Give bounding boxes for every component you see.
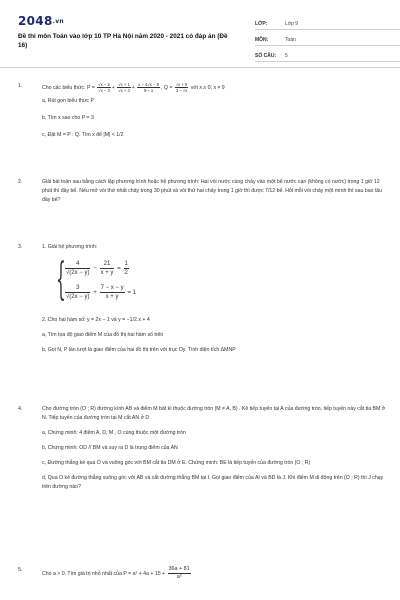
q3-part-b: b, Gọi N, P lần lượt là giao điểm của hai đồ thị trên với trục Oy. Tính diện tích ΔMNP <box>42 347 236 353</box>
fraction <box>100 284 125 301</box>
divider <box>0 67 400 68</box>
denominator: x + y <box>100 270 114 276</box>
question-number: 4. <box>18 406 23 412</box>
fraction <box>65 260 90 277</box>
question-5 <box>18 566 386 581</box>
operator: = 1 <box>127 289 137 297</box>
denominator: 3 − √x <box>175 88 188 93</box>
denominator: √(2x − y) <box>66 270 90 276</box>
meta-table <box>255 14 400 62</box>
q5-lead: Cho a > 0. Tìm giá trị nhỏ nhất của P = a² + 4a + 15 + <box>42 570 166 577</box>
page-title: Đề thi môn Toán vào lớp 10 TP Hà Nội năm 2020 - 2021 có đáp án (Đề 16) <box>18 33 228 49</box>
question-number: 5. <box>18 567 23 573</box>
numerator: √x + 1 <box>118 82 130 87</box>
equation-1 <box>64 260 130 277</box>
denominator: x + y <box>105 294 119 300</box>
q1-part-b: b, Tìm x sao cho P = 3 <box>42 115 94 121</box>
q1-q-label: , Q = <box>160 84 173 91</box>
q4-text: Cho đường tròn (O ; R) đường kính AB và điểm M bất kì thuộc đường tròn (M ≠ A, B) . Kẻ tiếp tuyến tại A của đường tròn, tiếp tuyến này cắt tia BM ở N. Tiếp tuyến của đường tròn tại M cắt AN ở D <box>42 406 386 421</box>
fraction <box>168 566 191 581</box>
numerator: √x + 5 <box>175 82 188 87</box>
numerator: √x − 2 <box>98 82 110 87</box>
meta-value: 5 <box>285 53 288 59</box>
numerator: 36a + 81 <box>168 566 190 572</box>
denominator: √x − 3 <box>98 88 110 93</box>
operator: = <box>117 265 121 273</box>
fraction <box>124 260 129 277</box>
question-1 <box>18 82 386 140</box>
numerator: 1 <box>124 261 128 267</box>
question-number: 2. <box>18 179 23 185</box>
q1-lead: Cho các biểu thức: P = <box>42 84 95 91</box>
q4-part-a: a, Chứng minh: 4 điểm A, D, M , O cùng thuộc một đường tròn <box>42 430 186 436</box>
meta-row-count <box>255 46 400 62</box>
meta-row-class <box>255 14 400 30</box>
fraction <box>65 284 90 301</box>
fraction <box>97 82 111 93</box>
question-number: 1. <box>18 83 23 89</box>
meta-row-subject <box>255 30 400 46</box>
meta-key: MÔN: <box>255 37 269 43</box>
numerator: 7 − x − y <box>100 285 124 291</box>
q3-part-1: 1. Giải hệ phương trình: <box>42 244 98 250</box>
q3-part-a: a, Tìm tọa độ giao điểm M của đồ thị hai hàm số trên <box>42 332 164 338</box>
numerator: 21 <box>100 260 115 269</box>
numerator: x − 4√x − 9 <box>138 82 159 87</box>
equation-system <box>56 256 386 306</box>
question-3 <box>18 243 386 355</box>
denominator: √x + 3 <box>118 88 130 93</box>
fraction <box>100 260 115 277</box>
question-2 <box>18 178 386 205</box>
left-brace-icon: { <box>56 254 66 305</box>
numerator: 3 <box>65 284 90 293</box>
operator: + <box>93 289 97 297</box>
q1-expression: Cho các biểu thức: P = $\frac{√x - 2}{√x - 3}$ + $\frac{√x + 1}{√x + 3}$ + $\frac{x - 4√x - 9}{9 - x}$ , Q = $\frac{√x + 5}{3 - √x}$ với x ≥ 0; x ≠ 9 <box>42 82 225 93</box>
logo-suffix: .vn <box>52 18 64 25</box>
q1-part-c: c, Đặt M = P : Q. Tìm x để |M| < 1/2 <box>42 132 124 138</box>
q3-part-2: 2. Cho hai hàm số: y = 2x − 1 và y = −1/2.x + 4 <box>42 317 150 323</box>
operator: − <box>93 265 97 273</box>
meta-key: SỐ CÂU: <box>255 53 277 59</box>
q1-part-a: a, Rút gọn biểu thức P <box>42 98 94 104</box>
fraction <box>137 82 160 93</box>
meta-value: Lớp 9 <box>285 21 299 27</box>
meta-key: LỚP: <box>255 21 268 27</box>
denominator: a² <box>176 574 182 580</box>
fraction <box>117 82 131 93</box>
header <box>18 14 388 59</box>
fraction <box>175 82 189 93</box>
denominator: 2 <box>124 270 128 276</box>
equation-2 <box>64 284 136 301</box>
q4-part-d: d, Qua O kẻ đường thẳng vuông góc với AB và cắt đường thẳng BM tại I. Gọi giao điểm của AI và BD là J. Khi điểm M di động trên (O ; R) thì J chạy trên đường nào? <box>42 475 384 490</box>
q2-text: Giải bài toán sau bằng cách lập phương trình hoặc hệ phương trình: Hai vòi nước cùng chảy vào một bể nước cạn (không có nước) trong 1 giờ 12 phút thì đầy bể. Nếu mở vòi thứ nhất chảy trong 30 phút và vòi thứ hai chảy trong 1 giờ thì được 7/12 bể. Hỏi mỗi vòi chảy một mình thì sau bao lâu đầy bể? <box>42 179 382 203</box>
meta-value: Toán <box>285 37 296 43</box>
numerator: 4 <box>65 260 90 269</box>
q4-part-c: c, Đường thẳng kẻ qua O và vuông góc với BM cắt tia DM ở E. Chứng minh: BE là tiếp tuyến của đường tròn (O ; R) <box>42 460 311 466</box>
q4-part-b: b, Chứng minh: OD // BM và suy ra D là trung điểm của AN <box>42 445 178 451</box>
logo-text: 2048 <box>18 14 53 28</box>
question-number: 3. <box>18 244 23 250</box>
q1-condition: với x ≥ 0; x ≠ 9 <box>190 84 225 91</box>
denominator: 9 − x <box>144 88 154 93</box>
denominator: √(2x − y) <box>66 294 90 300</box>
question-4 <box>18 405 386 492</box>
